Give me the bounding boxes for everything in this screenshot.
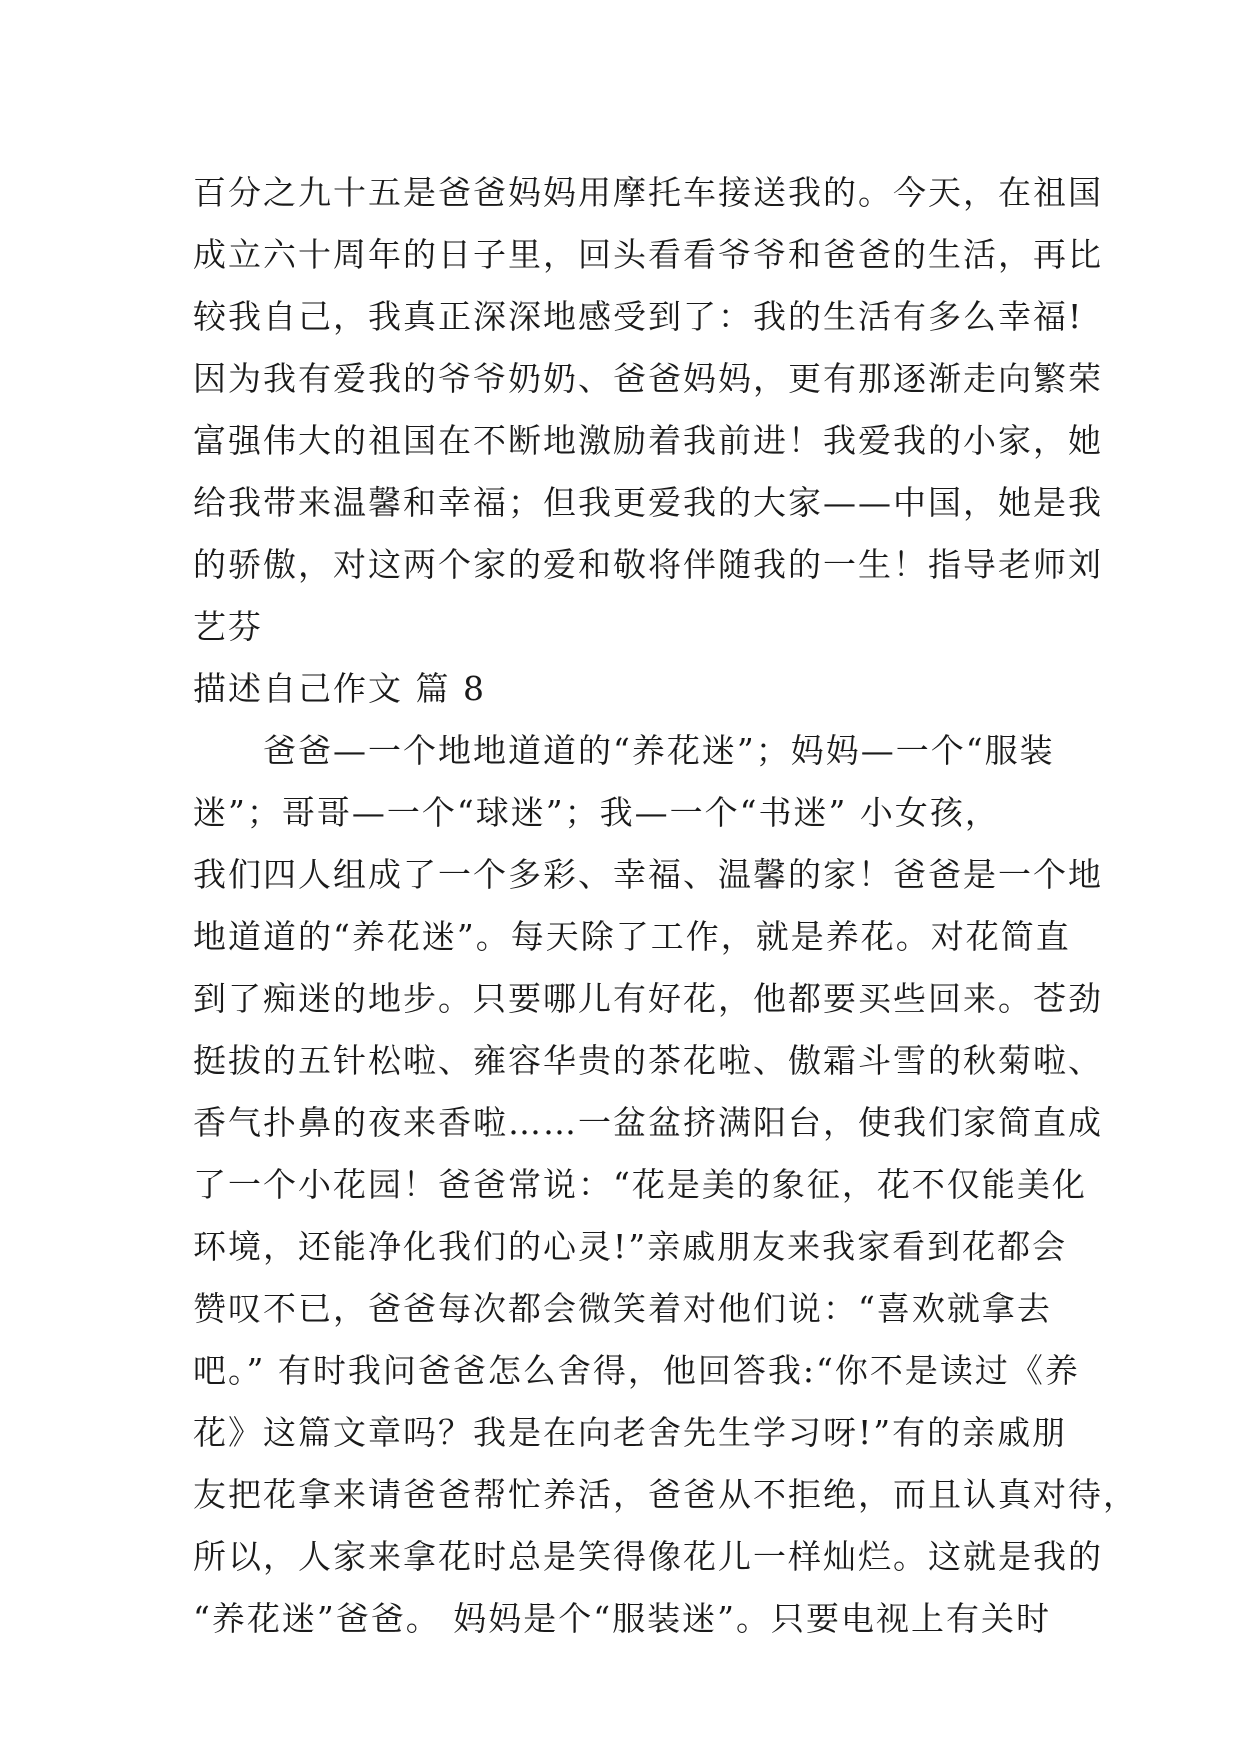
text-line: 的骄傲，对这两个家的爱和敬将伴随我的一生！指导老师刘 bbox=[193, 545, 1103, 584]
text-line: 富强伟大的祖国在不断地激励着我前进！我爱我的小家，她 bbox=[193, 421, 1103, 460]
document-body bbox=[193, 162, 1138, 1650]
text-line: 香气扑鼻的夜来香啦……一盆盆挤满阳台，使我们家简直成 bbox=[193, 1103, 1103, 1142]
text-line: “养花迷”爸爸。 妈妈是个“服装迷”。只要电视上有关时 bbox=[193, 1599, 1051, 1638]
text-line: 给我带来温馨和幸福；但我更爱我的大家——中国，她是我 bbox=[193, 483, 1103, 522]
text-line: 因为我有爱我的爷爷奶奶、爸爸妈妈，更有那逐渐走向繁荣 bbox=[193, 359, 1103, 398]
text-line: 环境，还能净化我们的心灵!”亲戚朋友来我家看到花都会 bbox=[193, 1227, 1068, 1266]
text-line: 较我自己，我真正深深地感受到了：我的生活有多么幸福! bbox=[193, 297, 1084, 336]
text-line: 赞叹不已，爸爸每次都会微笑着对他们说：“喜欢就拿去 bbox=[193, 1289, 1052, 1328]
text-line: 吧。” 有时我问爸爸怎么舍得，他回答我:“你不是读过《养 bbox=[193, 1351, 1080, 1390]
section-heading: 描述自己作文 篇 8 bbox=[193, 669, 486, 708]
text-line: 了一个小花园！爸爸常说：“花是美的象征，花不仅能美化 bbox=[193, 1165, 1087, 1204]
text-line: 友把花拿来请爸爸帮忙养活，爸爸从不拒绝，而且认真对待， bbox=[193, 1475, 1138, 1514]
text-line: 艺芬 bbox=[193, 607, 263, 646]
text-line: 百分之九十五是爸爸妈妈用摩托车接送我的。今天，在祖国 bbox=[193, 173, 1103, 212]
text-line: 迷”；哥哥—一个“球迷”；我—一个“书迷” 小女孩， bbox=[193, 793, 1000, 832]
text-line: 爸爸—一个地地道道的“养花迷”；妈妈—一个“服装 bbox=[193, 731, 1055, 770]
text-line: 成立六十周年的日子里，回头看看爷爷和爸爸的生活，再比 bbox=[193, 235, 1103, 274]
text-line: 地道道的“养花迷”。每天除了工作，就是养花。对花简直 bbox=[193, 917, 1071, 956]
text-line: 到了痴迷的地步。只要哪儿有好花，他都要买些回来。苍劲 bbox=[193, 979, 1103, 1018]
text-line: 所以，人家来拿花时总是笑得像花儿一样灿烂。这就是我的 bbox=[193, 1537, 1103, 1576]
text-line: 挺拔的五针松啦、雍容华贵的茶花啦、傲霜斗雪的秋菊啦、 bbox=[193, 1041, 1103, 1080]
text-line: 我们四人组成了一个多彩、幸福、温馨的家！爸爸是一个地 bbox=[193, 855, 1103, 894]
text-line: 花》这篇文章吗？我是在向老舍先生学习呀!”有的亲戚朋 bbox=[193, 1413, 1068, 1452]
